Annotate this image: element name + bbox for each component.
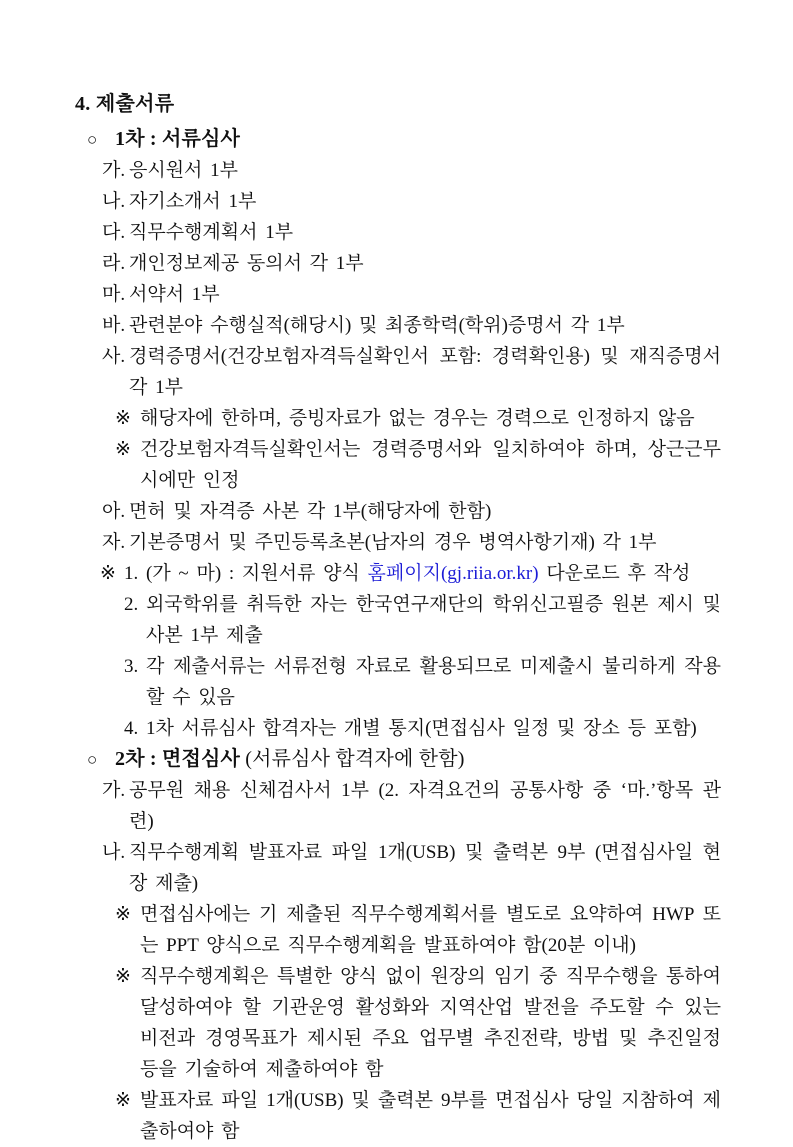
reference-mark-icon: ※ (115, 1090, 131, 1111)
round1-heading-text: 1차 : 서류심사 (115, 128, 241, 150)
circle-bullet-icon: ○ (87, 750, 98, 769)
note-text: 건강보험자격득실확인서는 경력증명서와 일치하여야 하며, 상근근무 시에만 인정 (140, 439, 721, 491)
item-text: 자기소개서 1부 (129, 191, 257, 212)
item-marker: 가. (102, 780, 126, 801)
footnote-item (75, 558, 721, 589)
reference-mark-icon: ※ (115, 439, 131, 460)
footnote-item (75, 651, 721, 713)
item-text: 개인정보제공 동의서 각 1부 (129, 253, 364, 274)
round2-heading-text (115, 744, 465, 775)
footnote-text (146, 558, 721, 589)
round2-heading-bold: 2차 : 면접심사 (115, 748, 241, 770)
footnote-item (75, 589, 721, 651)
list-item (75, 496, 721, 527)
reference-mark-icon: ※ (115, 904, 131, 925)
list-item (75, 279, 721, 310)
note-text: 발표자료 파일 1개(USB) 및 출력본 9부를 면접심사 당일 지참하여 제출하여야 함 (140, 1090, 721, 1142)
item-text: 관련분야 수행실적(해당시) 및 최종학력(학위)증명서 각 1부 (129, 315, 625, 336)
item-text: 경력증명서(건강보험자격득실확인서 포함: 경력확인용) 및 재직증명서 각 1부 (129, 346, 721, 398)
list-item (75, 217, 721, 248)
item-text: 면허 및 자격증 사본 각 1부(해당자에 한함) (129, 501, 492, 522)
item-marker: 아. (102, 501, 126, 522)
note-text: 해당자에 한하며, 증빙자료가 없는 경우는 경력으로 인정하지 않음 (140, 408, 695, 429)
page-title: 4. 제출서류 (75, 93, 175, 115)
round2-heading-suffix: (서류심사 합격자에 한함) (240, 748, 465, 770)
note-item (75, 434, 721, 496)
item-text: 직무수행계획 발표자료 파일 1개(USB) 및 출력본 9부 (면접심사일 현장 제출) (129, 842, 721, 894)
note-item (75, 899, 721, 961)
footnote-item (75, 713, 721, 744)
footnote-text: 1차 서류심사 합격자는 개별 통지(면접심사 일정 및 장소 등 포함) (146, 718, 697, 739)
item-marker: 마. (102, 284, 126, 305)
footnote-marker-empty (100, 651, 124, 713)
list-item (75, 341, 721, 403)
footnote-marker-empty (100, 713, 124, 744)
reference-mark-icon: ※ (115, 408, 131, 429)
footnote-number: 1. (124, 563, 139, 584)
footnote-number: 2. (124, 594, 139, 615)
circle-bullet-icon: ○ (87, 130, 98, 149)
homepage-link[interactable]: 홈페이지(gj.riia.or.kr) (367, 563, 539, 584)
list-item (75, 527, 721, 558)
item-marker: 자. (102, 532, 126, 553)
list-item (75, 837, 721, 899)
footnote-number: 4. (124, 718, 139, 739)
footnote-text-after: 다운로드 후 작성 (538, 563, 691, 584)
item-marker: 라. (102, 253, 126, 274)
item-text: 기본증명서 및 주민등록초본(남자의 경우 병역사항기재) 각 1부 (129, 532, 657, 553)
note-item (75, 403, 721, 434)
list-item (75, 186, 721, 217)
note-text: 직무수행계획은 특별한 양식 없이 원장의 임기 중 직무수행을 통하여 달성하여야 할 기관운영 활성화와 지역산업 발전을 주도할 수 있는 비전과 경영목표가 제시된 주요 업무별 추진전략, 방법 및 추진일정 등을 기술하여 제출하여야 함 (140, 966, 721, 1080)
list-item (75, 155, 721, 186)
list-item (75, 775, 721, 837)
footnote-text: 각 제출서류는 서류전형 자료로 활용되므로 미제출시 불리하게 작용할 수 있음 (146, 656, 721, 708)
item-marker: 사. (102, 346, 126, 367)
list-item (75, 310, 721, 341)
footnote-marker-empty (100, 589, 124, 651)
reference-mark-icon: ※ (115, 966, 131, 987)
round2-heading (75, 744, 721, 775)
item-text: 공무원 채용 신체검사서 1부 (2. 자격요건의 공통사항 중 ‘마.’항목 관련) (129, 780, 721, 832)
item-marker: 나. (102, 842, 126, 863)
item-text: 응시원서 1부 (129, 160, 239, 181)
note-item (75, 961, 721, 1085)
note-item (75, 1085, 721, 1147)
footnote-number: 3. (124, 656, 139, 677)
list-item (75, 248, 721, 279)
footnote-text-before: (가 ~ 마) : 지원서류 양식 (146, 563, 368, 584)
item-marker: 바. (102, 315, 126, 336)
item-marker: 가. (102, 160, 126, 181)
note-text: 면접심사에는 기 제출된 직무수행계획서를 별도로 요약하여 HWP 또는 PPT 양식으로 직무수행계획을 발표하여야 함(20분 이내) (140, 904, 721, 956)
item-text: 직무수행계획서 1부 (129, 222, 294, 243)
item-marker: 다. (102, 222, 126, 243)
round1-heading (75, 124, 721, 155)
item-marker: 나. (102, 191, 126, 212)
item-text: 서약서 1부 (129, 284, 220, 305)
footnote-text: 외국학위를 취득한 자는 한국연구재단의 학위신고필증 원본 제시 및 사본 1부 제출 (146, 594, 721, 646)
reference-mark-icon: ※ (100, 563, 116, 584)
